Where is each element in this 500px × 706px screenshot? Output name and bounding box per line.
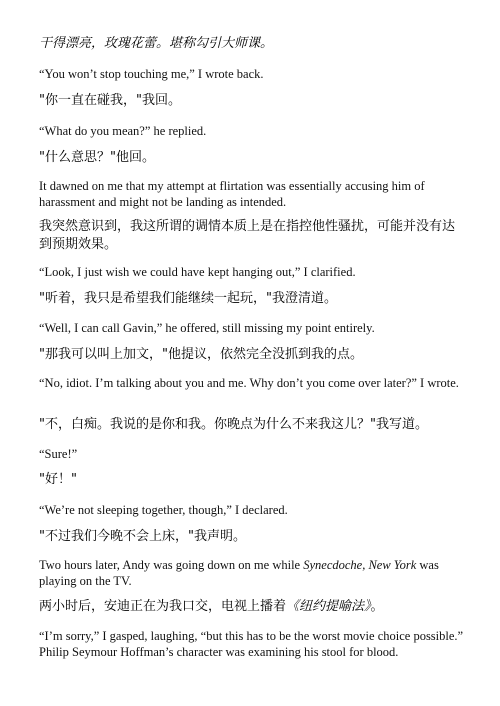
- film-title: Synecdoche, New York: [303, 558, 417, 572]
- paragraph-text: "不，白痴。我说的是你和我。你晚点为什么不来我这儿？"我写道。: [39, 417, 428, 432]
- paragraph-en-4: [39, 264, 464, 280]
- paragraph-zh-1: [39, 35, 464, 53]
- paragraph-en-9: [39, 557, 464, 589]
- paragraph-text: “Sure!”: [39, 447, 78, 461]
- paragraph-text: "不过我们今晚不会上床，"我声明。: [39, 529, 246, 544]
- paragraph-text: "那我可以叫上加文，"他提议，依然完全没抓到我的点。: [39, 347, 363, 362]
- paragraph-text: It dawned on me that my attempt at flirtation was essentially accusing him of harassment and might not be landing as intended.: [39, 179, 425, 209]
- paragraph-zh-6: [39, 346, 464, 364]
- paragraph-zh-7: [39, 416, 464, 434]
- paragraph-text: 干得漂亮，玫瑰花蕾。堪称勾引大师课。: [39, 36, 274, 51]
- paragraph-en-2: [39, 123, 464, 139]
- paragraph-text: "好！": [39, 472, 77, 487]
- paragraph-text: “What do you mean?” he replied.: [39, 124, 207, 138]
- paragraph-text: “You won’t stop touching me,” I wrote back.: [39, 67, 264, 81]
- paragraph-en-3: [39, 178, 464, 210]
- paragraph-zh-4: [39, 218, 464, 254]
- paragraph-en-10: [39, 628, 464, 660]
- paragraph-text: "什么意思？"他回。: [39, 150, 155, 165]
- paragraph-en-8: [39, 502, 464, 518]
- paragraph-text: 我突然意识到，我这所谓的调情本质上是在指控他性骚扰，可能并没有达到预期效果。: [39, 219, 456, 252]
- paragraph-text: "你一直在碰我，"我回。: [39, 93, 181, 108]
- paragraph-text: “I’m sorry,” I gasped, laughing, “but this has to be the worst movie choice possible.” Philip Seymour Hoffman’s character was examining his stool for blood.: [39, 629, 464, 659]
- paragraph-text: was playing on the TV.: [39, 558, 439, 588]
- film-title: 《纽约提喻法》: [286, 599, 371, 614]
- paragraph-en-7: [39, 446, 464, 462]
- paragraph-text: 两小时后，安迪正在为我口交，电视上播着: [39, 599, 287, 614]
- paragraph-en-5: [39, 320, 464, 336]
- paragraph-en-1: [39, 66, 464, 82]
- paragraph-zh-10: [39, 598, 464, 616]
- paragraph-zh-9: [39, 528, 464, 546]
- paragraph-zh-8: [39, 471, 464, 489]
- paragraph-text: Two hours later, Andy was going down on me while: [39, 558, 304, 572]
- paragraph-text: “Look, I just wish we could have kept hanging out,” I clarified.: [39, 265, 356, 279]
- paragraph-text: "听着，我只是希望我们能继续一起玩，"我澄清道。: [39, 291, 337, 306]
- paragraph-text: “We’re not sleeping together, though,” I declared.: [39, 503, 288, 517]
- paragraph-zh-3: [39, 149, 464, 167]
- paragraph-zh-5: [39, 290, 464, 308]
- paragraph-en-6: [39, 375, 464, 391]
- paragraph-text: 。: [370, 599, 384, 614]
- paragraph-text: “Well, I can call Gavin,” he offered, still missing my point entirely.: [39, 321, 375, 335]
- paragraph-zh-2: [39, 92, 464, 110]
- paragraph-text: “No, idiot. I’m talking about you and me. Why don’t you come over later?” I wrote.: [39, 376, 459, 390]
